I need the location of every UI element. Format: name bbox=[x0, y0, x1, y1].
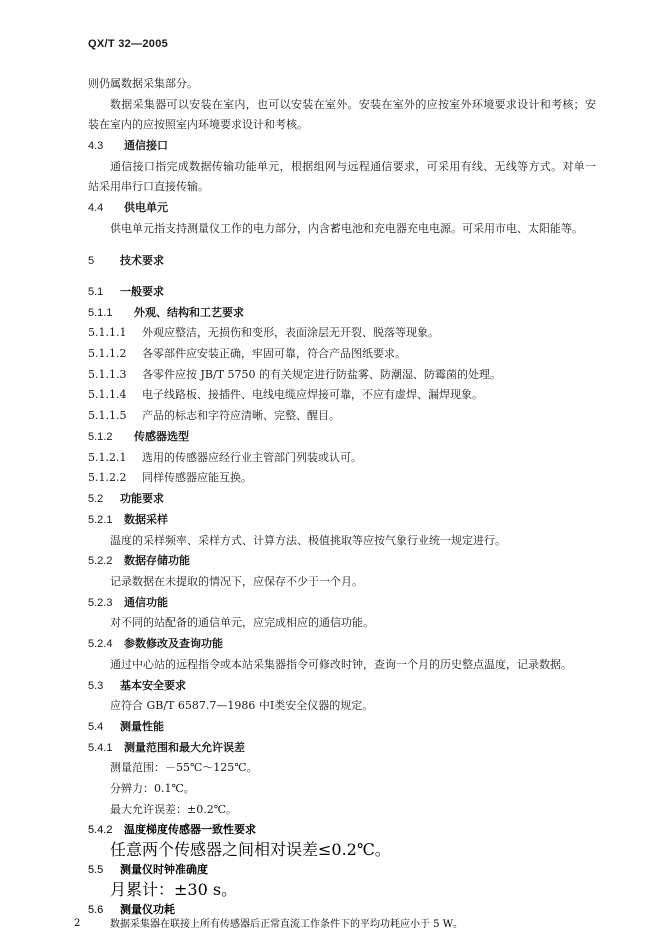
section-heading: 4.4 供电单元 bbox=[88, 202, 168, 214]
text-line: 通过中心站的远程指令或本站采集器指令可修改时钟，查询一个月的历史整点温度，记录数据。 bbox=[110, 658, 572, 671]
clause-item: 5.1.1.4 电子线路板、接插件、电线电缆应焊接可靠，不应有虚焊、漏焊现象。 bbox=[88, 388, 483, 401]
text-line: 数据采集器可以安装在室内，也可以安装在室外。安装在室外的应按室外环境要求设计和考核；安 bbox=[110, 98, 596, 111]
chapter-heading: 5 技术要求 bbox=[88, 255, 164, 267]
standard-code-header: QX/T 32—2005 bbox=[88, 38, 169, 50]
text-line: 记录数据在未提取的情况下，应保存不少于一个月。 bbox=[110, 575, 363, 588]
section-heading: 5.2.2 数据存储功能 bbox=[88, 555, 190, 567]
section-heading: 5.4.2 温度梯度传感器一致性要求 bbox=[88, 824, 256, 836]
clause-item: 5.1.2.1 选用的传感器应经行业主管部门列装或认可。 bbox=[88, 451, 362, 464]
text-line: 任意两个传感器之间相对误差≤0.2℃。 bbox=[110, 840, 391, 859]
section-heading: 4.3 通信接口 bbox=[88, 140, 168, 152]
text-line: 最大允许误差：±0.2℃。 bbox=[110, 803, 238, 816]
text-line: 则仍属数据采集部分。 bbox=[88, 77, 198, 90]
clause-item: 5.1.2.2 同样传感器应能互换。 bbox=[88, 471, 252, 484]
section-heading: 5.1.1 外观、结构和工艺要求 bbox=[88, 307, 244, 319]
text-line: 站采用串行口直接传输。 bbox=[88, 180, 209, 193]
section-heading: 5.4.1 测量范围和最大允许误差 bbox=[88, 742, 245, 754]
section-heading: 5.6 测量仪功耗 bbox=[88, 904, 175, 916]
text-line: 装在室内的应按照室内环境要求设计和考核。 bbox=[88, 118, 308, 131]
clause-item: 5.1.1.2 各零部件应安装正确，牢固可靠，符合产品图纸要求。 bbox=[88, 347, 406, 360]
page-number: 2 bbox=[74, 918, 81, 929]
section-heading: 5.1.2 传感器选型 bbox=[88, 431, 189, 443]
clause-item: 5.1.1.5 产品的标志和字符应清晰、完整、醒目。 bbox=[88, 409, 340, 422]
text-line: 通信接口指完成数据传输功能单元，根据组网与远程通信要求，可采用有线、无线等方式。对单一 bbox=[110, 160, 596, 173]
text-line: 供电单元指支持测量仪工作的电力部分，内含蓄电池和充电器充电电源。可采用市电、太阳能等。 bbox=[110, 222, 583, 235]
clause-item: 5.1.1.3 各零件应按 JB/T 5750 的有关规定进行防盐雾、防潮湿、防霉菌的处理。 bbox=[88, 368, 502, 381]
section-heading: 5.5 测量仪时钟准确度 bbox=[88, 864, 208, 876]
section-heading: 5.1 一般要求 bbox=[88, 286, 164, 298]
section-heading: 5.3 基本安全要求 bbox=[88, 680, 186, 692]
text-line: 应符合 GB/T 6587.7—1986 中Ⅰ类安全仪器的规定。 bbox=[110, 699, 374, 712]
clause-item: 5.1.1.1 外观应整洁，无损伤和变形，表面涂层无开裂、脱落等现象。 bbox=[88, 326, 439, 339]
section-heading: 5.2.4 参数修改及查询功能 bbox=[88, 638, 223, 650]
text-line: 分辨力：0.1℃。 bbox=[110, 782, 195, 795]
text-line: 数据采集器在联接上所有传感器后正常直流工作条件下的平均功耗应小于 5 W。 bbox=[110, 919, 463, 930]
section-heading: 5.2 功能要求 bbox=[88, 493, 164, 505]
text-line: 测量范围：－55℃～125℃。 bbox=[110, 761, 258, 774]
text-line: 月累计：±30 s。 bbox=[110, 880, 238, 899]
section-heading: 5.2.1 数据采样 bbox=[88, 514, 168, 526]
text-line: 温度的采样频率、采样方式、计算方法、极值挑取等应按气象行业统一规定进行。 bbox=[110, 534, 506, 547]
section-heading: 5.4 测量性能 bbox=[88, 721, 164, 733]
text-line: 对不同的站配备的通信单元，应完成相应的通信功能。 bbox=[110, 616, 374, 629]
section-heading: 5.2.3 通信功能 bbox=[88, 597, 168, 609]
